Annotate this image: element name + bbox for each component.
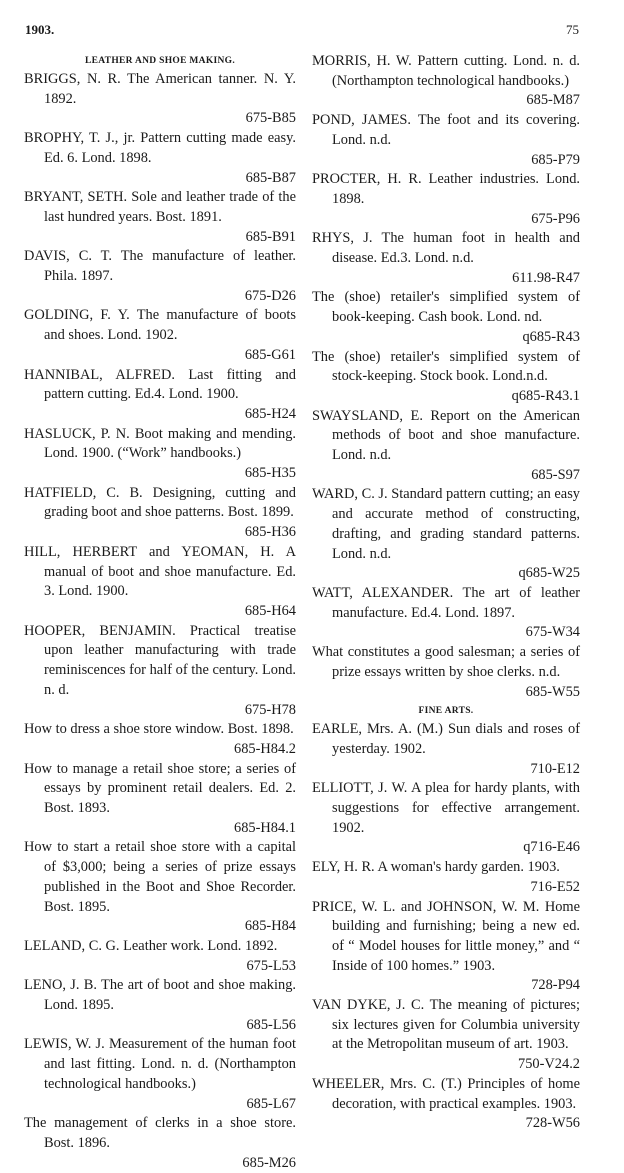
- catalog-entry: [312, 584, 580, 643]
- catalog-entry: [24, 425, 296, 484]
- catalog-entry: [312, 643, 580, 702]
- call-number: 685-H64: [244, 602, 296, 619]
- call-number: 685-S97: [531, 466, 580, 483]
- catalog-entry: [24, 976, 296, 1035]
- catalog-entry: [312, 288, 580, 347]
- call-number: q716-E46: [523, 839, 580, 856]
- entry-text: VAN DYKE, J. C. The meaning of pictures; six lectures given for Columbia university at the Metropolitan museum of art. 1903.: [312, 997, 580, 1053]
- catalog-entry: [312, 170, 580, 229]
- entry-text: HATFIELD, C. B. Designing, cutting and grading boot and shoe patterns. Bost. 1899.: [24, 484, 296, 521]
- entry-text: MORRIS, H. W. Pattern cutting. Lond. n. d. (Northampton technological handbooks.): [312, 53, 580, 89]
- catalog-entry: [24, 838, 296, 937]
- catalog-entry: [312, 52, 580, 111]
- entry-text: RHYS, J. The human foot in health and disease. Ed.3. Lond. n.d.: [312, 230, 580, 267]
- catalog-entry: [312, 898, 580, 997]
- call-number: 675-L53: [246, 957, 296, 974]
- entry-list-right-top: [312, 52, 580, 702]
- catalog-entry: [312, 229, 580, 288]
- entry-text: WHEELER, Mrs. C. (T.) Principles of home decoration, with practical examples. 1903.: [312, 1075, 580, 1112]
- call-number: 611.98-R47: [512, 269, 580, 286]
- catalog-entry: [312, 111, 580, 170]
- call-number: 728-W56: [525, 1115, 580, 1132]
- call-number: q685-W25: [518, 565, 580, 582]
- call-number: 685-M87: [526, 92, 580, 109]
- catalog-entry: [24, 937, 296, 976]
- catalog-entry: [24, 129, 296, 188]
- catalog-entry: [24, 366, 296, 425]
- entry-list-right-bottom: [312, 720, 580, 1134]
- call-number: 685-H24: [244, 405, 296, 422]
- entry-text: BRYANT, SETH. Sole and leather trade of the last hundred years. Bost. 1891.: [24, 189, 296, 225]
- entry-text: ELLIOTT, J. W. A plea for hardy plants, with suggestions for effective arrangement. 1902.: [312, 780, 580, 836]
- call-number: 685-G61: [244, 346, 296, 363]
- catalog-entry: [312, 858, 580, 897]
- entry-text: LEWIS, W. J. Measurement of the human foot and last fitting. Lond. n. d. (Northampton technological handbooks.): [24, 1036, 296, 1092]
- entry-text: How to manage a retail shoe store; a series of essays by prominent retail dealers. Ed. 2. Bost. 1893.: [24, 760, 296, 817]
- call-number: 675-B85: [245, 110, 296, 127]
- call-number: 685-M26: [242, 1154, 296, 1171]
- catalog-entry: [312, 348, 580, 407]
- catalog-entry: [24, 760, 296, 839]
- call-number: q685-R43.1: [511, 387, 580, 404]
- entry-text: BRIGGS, N. R. The American tanner. N. Y. 1892.: [24, 71, 296, 107]
- catalog-entry: [24, 247, 296, 306]
- catalog-entry: [24, 1035, 296, 1114]
- entry-text: WATT, ALEXANDER. The art of leather manufacture. Ed.4. Lond. 1897.: [312, 584, 580, 621]
- section-title-leather: LEATHER AND SHOE MAKING.: [84, 56, 236, 66]
- call-number: 685-H84.1: [234, 819, 296, 836]
- entry-text: The (shoe) retailer's simplified system of book-keeping. Cash book. Lond. nd.: [312, 289, 580, 326]
- catalog-entry: [312, 779, 580, 858]
- entry-text: HOOPER, BENJAMIN. Practical treatise upon leather manufacturing with trade reminiscences for half of the century. Lond. n. d.: [24, 622, 296, 698]
- entry-text: DAVIS, C. T. The manufacture of leather. Phila. 1897.: [24, 248, 296, 285]
- entry-text: BROPHY, T. J., jr. Pattern cutting made easy. Ed. 6. Lond. 1898.: [24, 130, 296, 166]
- entry-list-left: [24, 70, 296, 1173]
- catalog-entry: [312, 720, 580, 779]
- entry-text: WARD, C. J. Standard pattern cutting; an easy and accurate method of constructing, drafting, and grading standard patterns. Lond. n.d.: [312, 486, 580, 562]
- call-number: 685-B91: [245, 228, 296, 245]
- call-number: 685-L67: [246, 1095, 296, 1112]
- section-title-fine-arts: FINE ARTS.: [418, 706, 474, 717]
- call-number: 675-H78: [244, 701, 296, 718]
- call-number: 685-H84: [244, 918, 296, 935]
- catalog-entry: [24, 188, 296, 247]
- catalog-entry: [24, 622, 296, 721]
- call-number: 675-W34: [525, 624, 580, 641]
- call-number: 716-E52: [530, 878, 580, 895]
- catalog-entry: [24, 543, 296, 622]
- entry-text: SWAYSLAND, E. Report on the American methods of boot and shoe manufacture. Lond. n.d.: [312, 407, 580, 464]
- entry-text: HANNIBAL, ALFRED. Last fitting and pattern cutting. Ed.4. Lond. 1900.: [24, 366, 296, 403]
- catalog-entry: [312, 1075, 580, 1134]
- catalog-entry: [24, 306, 296, 365]
- catalog-entry: [24, 70, 296, 129]
- catalog-entry: [24, 484, 296, 543]
- call-number: 685-P79: [531, 151, 580, 168]
- entry-text: HASLUCK, P. N. Boot making and mending. Lond. 1900. (“Work” handbooks.): [24, 425, 296, 462]
- entry-text: PRICE, W. L. and JOHNSON, W. M. Home building and furnishing; being a new ed. of “ Model houses for little money,” and “ Inside of 100 homes.” 1903.: [312, 898, 580, 974]
- call-number: 728-P94: [531, 977, 580, 994]
- entry-text: EARLE, Mrs. A. (M.) Sun dials and roses of yesterday. 1902.: [312, 721, 580, 757]
- call-number: 685-H35: [244, 465, 296, 482]
- catalog-entry: [24, 1114, 296, 1173]
- catalog-entry: [312, 996, 580, 1075]
- entry-text: POND, JAMES. The foot and its covering. Lond. n.d.: [312, 112, 580, 148]
- catalog-entry: [312, 407, 580, 486]
- call-number: 675-P96: [531, 210, 580, 227]
- entry-text: How to dress a shoe store window. Bost. 1898.: [24, 721, 294, 738]
- call-number: 675-D26: [244, 287, 296, 304]
- page-number: 75: [566, 22, 579, 37]
- left-column: [24, 52, 296, 1173]
- entry-text: How to start a retail shoe store with a capital of $3,000; being a series of prize essays published in the Boot and Shoe Recorder. Bost. 1895.: [24, 839, 296, 915]
- call-number: q685-R43: [522, 328, 580, 345]
- call-number: 685-W55: [525, 683, 580, 700]
- entry-text: LELAND, C. G. Leather work. Lond. 1892.: [24, 937, 278, 954]
- entry-text: HILL, HERBERT and YEOMAN, H. A manual of boot and shoe manufacture. Ed. 3. Lond. 1900.: [24, 543, 296, 600]
- entry-text: What constitutes a good salesman; a series of prize essays written by shoe clerks. n.d.: [312, 644, 580, 680]
- call-number: 685-H84.2: [234, 740, 296, 757]
- call-number: 710-E12: [530, 760, 580, 777]
- page-year: 1903.: [25, 22, 55, 37]
- call-number: 750-V24.2: [518, 1056, 580, 1073]
- call-number: 685-B87: [245, 169, 296, 186]
- entry-text: LENO, J. B. The art of boot and shoe making. Lond. 1895.: [24, 977, 296, 1014]
- entry-text: The (shoe) retailer's simplified system of stock-keeping. Stock book. Lond.n.d.: [312, 348, 580, 385]
- entry-text: PROCTER, H. R. Leather industries. Lond. 1898.: [312, 171, 580, 207]
- entry-text: The management of clerks in a shoe store. Bost. 1896.: [24, 1115, 296, 1151]
- call-number: 685-L56: [246, 1016, 296, 1033]
- entry-text: ELY, H. R. A woman's hardy garden. 1903.: [312, 859, 560, 876]
- entry-text: GOLDING, F. Y. The manufacture of boots and shoes. Lond. 1902.: [24, 307, 296, 344]
- right-column: [312, 52, 580, 1134]
- catalog-entry: [24, 720, 296, 759]
- call-number: 685-H36: [244, 524, 296, 541]
- catalog-entry: [312, 485, 580, 584]
